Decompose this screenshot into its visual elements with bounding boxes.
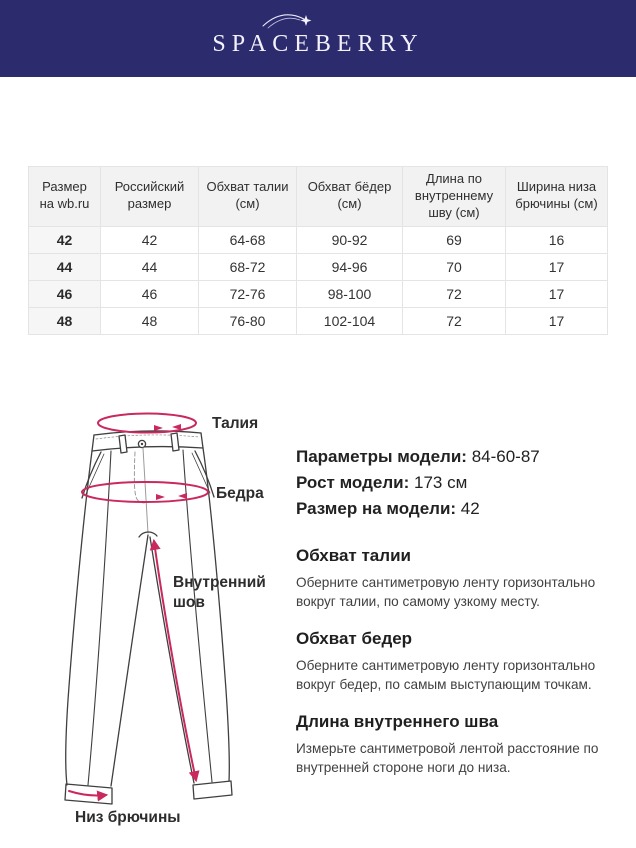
model-height-line: [296, 470, 616, 496]
model-params-label: Параметры модели:: [296, 447, 467, 466]
inner-seam-label-line2: шов: [173, 594, 205, 611]
header-row: [29, 167, 608, 227]
model-size-line: [296, 496, 616, 522]
waist-arrow-right: [154, 425, 163, 431]
shooting-star-icon: [260, 6, 316, 36]
brand-name: SPACEBERRY: [212, 30, 424, 57]
model-params-value: 84-60-87: [471, 447, 540, 466]
col-header-hips: Обхват бёдер (см): [297, 167, 403, 227]
model-height-value: 173 см: [413, 473, 468, 492]
cell-inseam: 72: [403, 307, 506, 334]
cell-waist: 64-68: [199, 226, 297, 253]
hips-label: Бедра: [216, 485, 264, 502]
guide-inseam: [296, 712, 616, 777]
col-header-inseam: Длина по внутреннему шву (см): [403, 167, 506, 227]
table-row: [29, 226, 608, 253]
size-table-header: [29, 167, 608, 227]
guide-hips-text: Оберните сантиметровую ленту горизонтально вокруг бедер, по самым выступающим точкам.: [296, 658, 596, 692]
table-row: [29, 307, 608, 334]
guide-waist-text: Оберните сантиметровую ленту горизонтально вокруг талии, по самому узкому месту.: [296, 575, 596, 609]
cell-ru-size: 42: [101, 226, 199, 253]
measure-guides: [296, 546, 616, 777]
measurement-info-column: [296, 444, 616, 777]
cell-hips: 90-92: [297, 226, 403, 253]
waist-ellipse: [98, 414, 196, 433]
size-table-body: [29, 226, 608, 334]
model-params-line: [296, 444, 616, 470]
cell-inseam: 72: [403, 280, 506, 307]
model-size-value: 42: [460, 499, 480, 518]
pants-measurement-diagram: [55, 390, 285, 830]
cell-hem-width: 17: [506, 307, 608, 334]
cell-waist: 68-72: [199, 253, 297, 280]
waist-arrow-left: [172, 424, 181, 430]
hip-arrow-right: [156, 494, 165, 500]
cell-ru-size: 44: [101, 253, 199, 280]
waist-label: Талия: [212, 415, 259, 432]
cell-hips: 102-104: [297, 307, 403, 334]
cell-inseam: 70: [403, 253, 506, 280]
cell-ru-size: 46: [101, 280, 199, 307]
guide-hips-title: Обхват бедер: [296, 629, 413, 648]
cell-hips: 98-100: [297, 280, 403, 307]
cell-ru-size: 48: [101, 307, 199, 334]
col-header-ru-size: Российский размер: [101, 167, 199, 227]
cell-hem-width: 17: [506, 280, 608, 307]
table-row: [29, 253, 608, 280]
model-height-label: Рост модели:: [296, 473, 410, 492]
hem-label: Низ брючины: [75, 809, 181, 826]
guide-waist-title: Обхват талии: [296, 546, 411, 565]
cell-hips: 94-96: [297, 253, 403, 280]
cell-wb-size: 48: [29, 307, 101, 334]
cell-wb-size: 46: [29, 280, 101, 307]
cell-hem-width: 16: [506, 226, 608, 253]
guide-inseam-text: Измерьте сантиметровой лентой расстояние по внутренней стороне ноги до низа.: [296, 741, 599, 775]
cell-waist: 72-76: [199, 280, 297, 307]
col-header-hem-width: Ширина низа брючины (см): [506, 167, 608, 227]
cell-wb-size: 42: [29, 226, 101, 253]
cell-inseam: 69: [403, 226, 506, 253]
cell-hem-width: 17: [506, 253, 608, 280]
hem-arrow: [69, 791, 106, 796]
cell-waist: 76-80: [199, 307, 297, 334]
col-header-waist: Обхват талии (см): [199, 167, 297, 227]
inner-seam-label-line1: Внутренний: [173, 574, 266, 591]
table-row: [29, 280, 608, 307]
guide-inseam-title: Длина внутреннего шва: [296, 712, 499, 731]
model-size-label: Размер на модели:: [296, 499, 457, 518]
guide-waist: [296, 546, 616, 611]
cell-wb-size: 44: [29, 253, 101, 280]
guide-hips: [296, 629, 616, 694]
brand-banner: [0, 0, 636, 77]
col-header-wb-size: Размер на wb.ru: [29, 167, 101, 227]
size-table: [28, 166, 608, 335]
brand-logo: [212, 22, 423, 56]
hip-arrow-left: [178, 493, 187, 499]
